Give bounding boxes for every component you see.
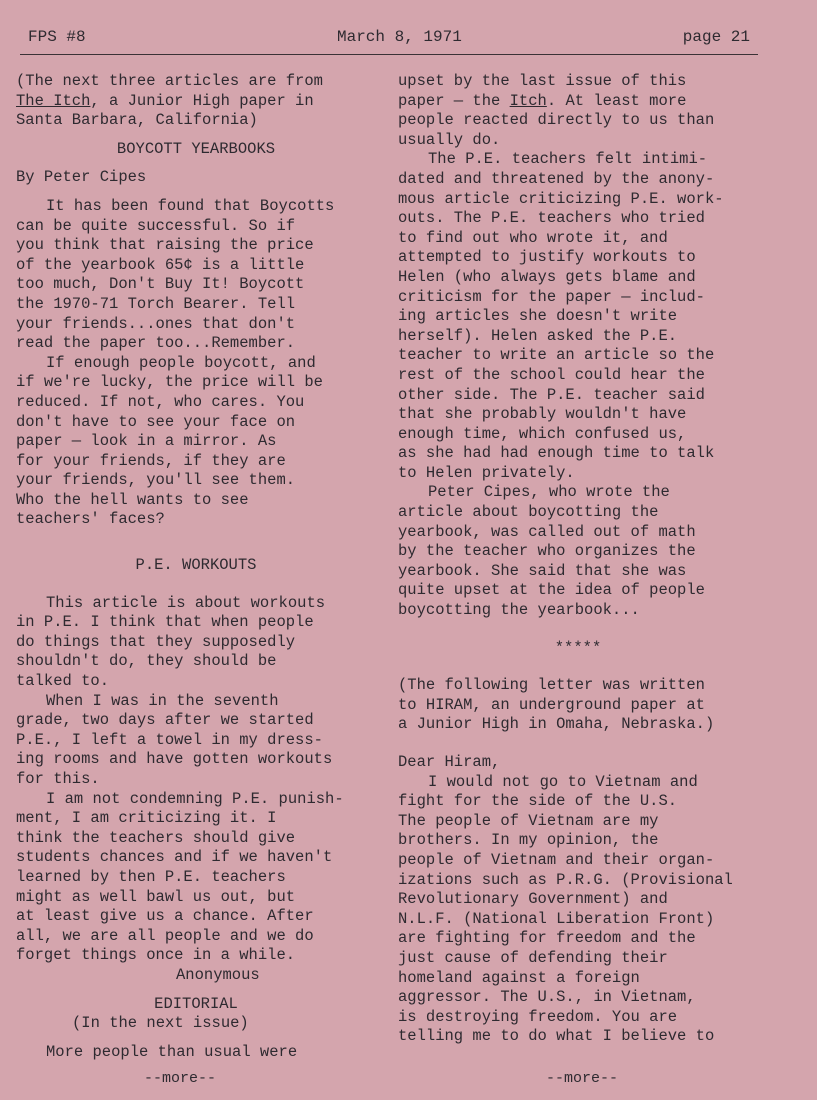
article-title: P.E. WORKOUTS <box>135 556 257 575</box>
header-rule <box>20 54 758 55</box>
text-line: Revolutionary Government) and <box>398 890 668 909</box>
text-line: is destroying freedom. You are <box>398 1007 678 1026</box>
intro-text: , a Junior High paper in <box>90 91 314 110</box>
editorial-note: (In the next issue) <box>72 1014 249 1033</box>
text-line: think the teachers should give <box>16 828 296 847</box>
paper-name: Itch <box>509 91 547 110</box>
publication-label: FPS #8 <box>28 28 86 46</box>
text-line: I am not condemning P.E. punish- <box>46 789 344 808</box>
text-line: Helen (who always gets blame and <box>398 267 696 286</box>
text-line: fight for the side of the U.S. <box>398 792 678 811</box>
text-line: people reacted directly to us than <box>398 111 715 130</box>
text-line: for this. <box>16 770 100 788</box>
intro-line: Santa Barbara, California) <box>16 111 258 130</box>
text-line: izations such as P.R.G. (Provisional <box>398 870 733 889</box>
text-line: of the yearbook 65¢ is a little <box>16 255 305 274</box>
text-line: in P.E. I think that when people <box>16 613 314 632</box>
text-line: quite upset at the idea of people <box>398 581 705 600</box>
left-column <box>16 72 376 1062</box>
text-line: do things that they supposedly <box>16 632 296 651</box>
byline: By Peter Cipes <box>16 168 147 187</box>
intro-line <box>16 92 376 112</box>
letter-intro-line: a Junior High in Omaha, Nebraska.) <box>398 715 715 734</box>
page-header <box>28 28 750 52</box>
text-line: your friends...ones that don't <box>16 314 296 333</box>
article-title: EDITORIAL <box>154 994 238 1013</box>
text-line: you think that raising the price <box>16 236 314 255</box>
text-line: brothers. In my opinion, the <box>398 831 659 850</box>
section-divider: ***** <box>554 638 602 657</box>
text-line: herself). Helen asked the P.E. <box>398 326 678 345</box>
text-line: It has been found that Boycotts <box>46 196 335 215</box>
text-line: people of Vietnam and their organ- <box>398 850 715 869</box>
text-line: The people of Vietnam are my <box>398 811 659 830</box>
text-line: yearbook. She said that she was <box>398 561 687 580</box>
text-line: I would not go to Vietnam and <box>428 772 698 791</box>
text-line: read the paper too...Remember. <box>16 334 296 353</box>
text-line: criticism for the paper — includ- <box>398 287 705 306</box>
text-line: article about boycotting the <box>398 503 659 522</box>
text-line: talked to. <box>16 672 110 691</box>
text-line: ment, I am criticizing it. I <box>16 809 277 828</box>
text-line: just cause of defending their <box>398 948 668 967</box>
text-line: can be quite successful. So if <box>16 216 296 235</box>
article-title: BOYCOTT YEARBOOKS <box>116 139 276 158</box>
text-line: attempted to justify workouts to <box>398 248 696 267</box>
letter-intro-line: (The following letter was written <box>398 676 705 695</box>
page-number: page 21 <box>682 28 750 46</box>
text-line: boycotting the yearbook... <box>398 601 640 620</box>
text-line: as she had had enough time to talk <box>398 444 715 463</box>
text-line: Who the hell wants to see <box>16 490 249 509</box>
text-line: upset by the last issue of this <box>398 72 687 90</box>
salutation: Dear Hiram, <box>398 753 501 771</box>
text-line: This article is about workouts <box>46 593 326 612</box>
text-line: mous article criticizing P.E. work- <box>398 189 724 208</box>
text-line: grade, two days after we started <box>16 711 314 730</box>
text-line: by the teacher who organizes the <box>398 542 696 561</box>
text-line: dated and threatened by the anony- <box>398 169 715 188</box>
text-line: N.L.F. (National Liberation Front) <box>398 909 715 928</box>
text-fragment: paper — the <box>398 91 510 110</box>
text-line: P.E., I left a towel in my dress- <box>16 730 323 749</box>
text-line: telling me to do what I believe to <box>398 1027 715 1046</box>
text-line: homeland against a foreign <box>398 968 640 987</box>
text-line: for your friends, if they are <box>16 451 286 470</box>
text-line: aggressor. The U.S., in Vietnam, <box>398 988 696 1007</box>
text-line: reduced. If not, who cares. You <box>16 392 305 411</box>
text-line: yearbook, was called out of math <box>398 522 696 541</box>
text-fragment: . At least more <box>546 91 687 110</box>
text-line: are fighting for freedom and the <box>398 929 696 948</box>
text-line: forget things once in a while. <box>16 946 296 965</box>
text-line: don't have to see your face on <box>16 412 296 431</box>
text-line: learned by then P.E. teachers <box>16 867 286 886</box>
text-line: too much, Don't Buy It! Boycott <box>16 275 305 294</box>
paper-name: The Itch <box>16 91 91 110</box>
text-line: rest of the school could hear the <box>398 365 705 384</box>
text-line: teacher to write an article so the <box>398 346 715 365</box>
continued-marker: --more-- <box>144 1070 217 1087</box>
text-line: More people than usual were <box>46 1042 298 1061</box>
text-line: outs. The P.E. teachers who tried <box>398 209 705 228</box>
signature: Anonymous <box>176 965 260 984</box>
pe-article <box>16 594 376 966</box>
text-line: that she probably wouldn't have <box>398 405 687 424</box>
text-line: teachers' faces? <box>16 510 165 529</box>
right-column <box>398 72 778 1047</box>
text-line: The P.E. teachers felt intimi- <box>428 150 708 169</box>
letter-intro-line: to HIRAM, an underground paper at <box>398 695 705 714</box>
boycott-article <box>16 197 376 530</box>
intro-line: (The next three articles are from <box>16 72 323 90</box>
text-line: enough time, which confused us, <box>398 424 687 443</box>
text-line: ing articles she doesn't write <box>398 307 678 326</box>
text-line: your friends, you'll see them. <box>16 471 296 490</box>
continued-marker: --more-- <box>546 1070 619 1087</box>
text-line: to find out who wrote it, and <box>398 228 668 247</box>
text-line: Peter Cipes, who wrote the <box>428 483 670 502</box>
text-line: at least give us a chance. After <box>16 907 314 926</box>
text-line: might as well bawl us out, but <box>16 887 296 906</box>
issue-date: March 8, 1971 <box>337 28 462 46</box>
text-line: shouldn't do, they should be <box>16 652 277 671</box>
text-line: If enough people boycott, and <box>46 353 316 372</box>
text-line: students chances and if we haven't <box>16 848 333 867</box>
text-line: usually do. <box>398 130 501 149</box>
text-line <box>398 92 778 112</box>
text-line: other side. The P.E. teacher said <box>398 385 705 404</box>
text-line: When I was in the seventh <box>46 691 279 710</box>
text-line: the 1970-71 Torch Bearer. Tell <box>16 294 296 313</box>
text-line: all, we are all people and we do <box>16 926 314 945</box>
text-line: paper — look in a mirror. As <box>16 432 277 451</box>
text-line: ing rooms and have gotten workouts <box>16 750 333 769</box>
text-line: if we're lucky, the price will be <box>16 373 323 392</box>
text-line: to Helen privately. <box>398 463 575 482</box>
